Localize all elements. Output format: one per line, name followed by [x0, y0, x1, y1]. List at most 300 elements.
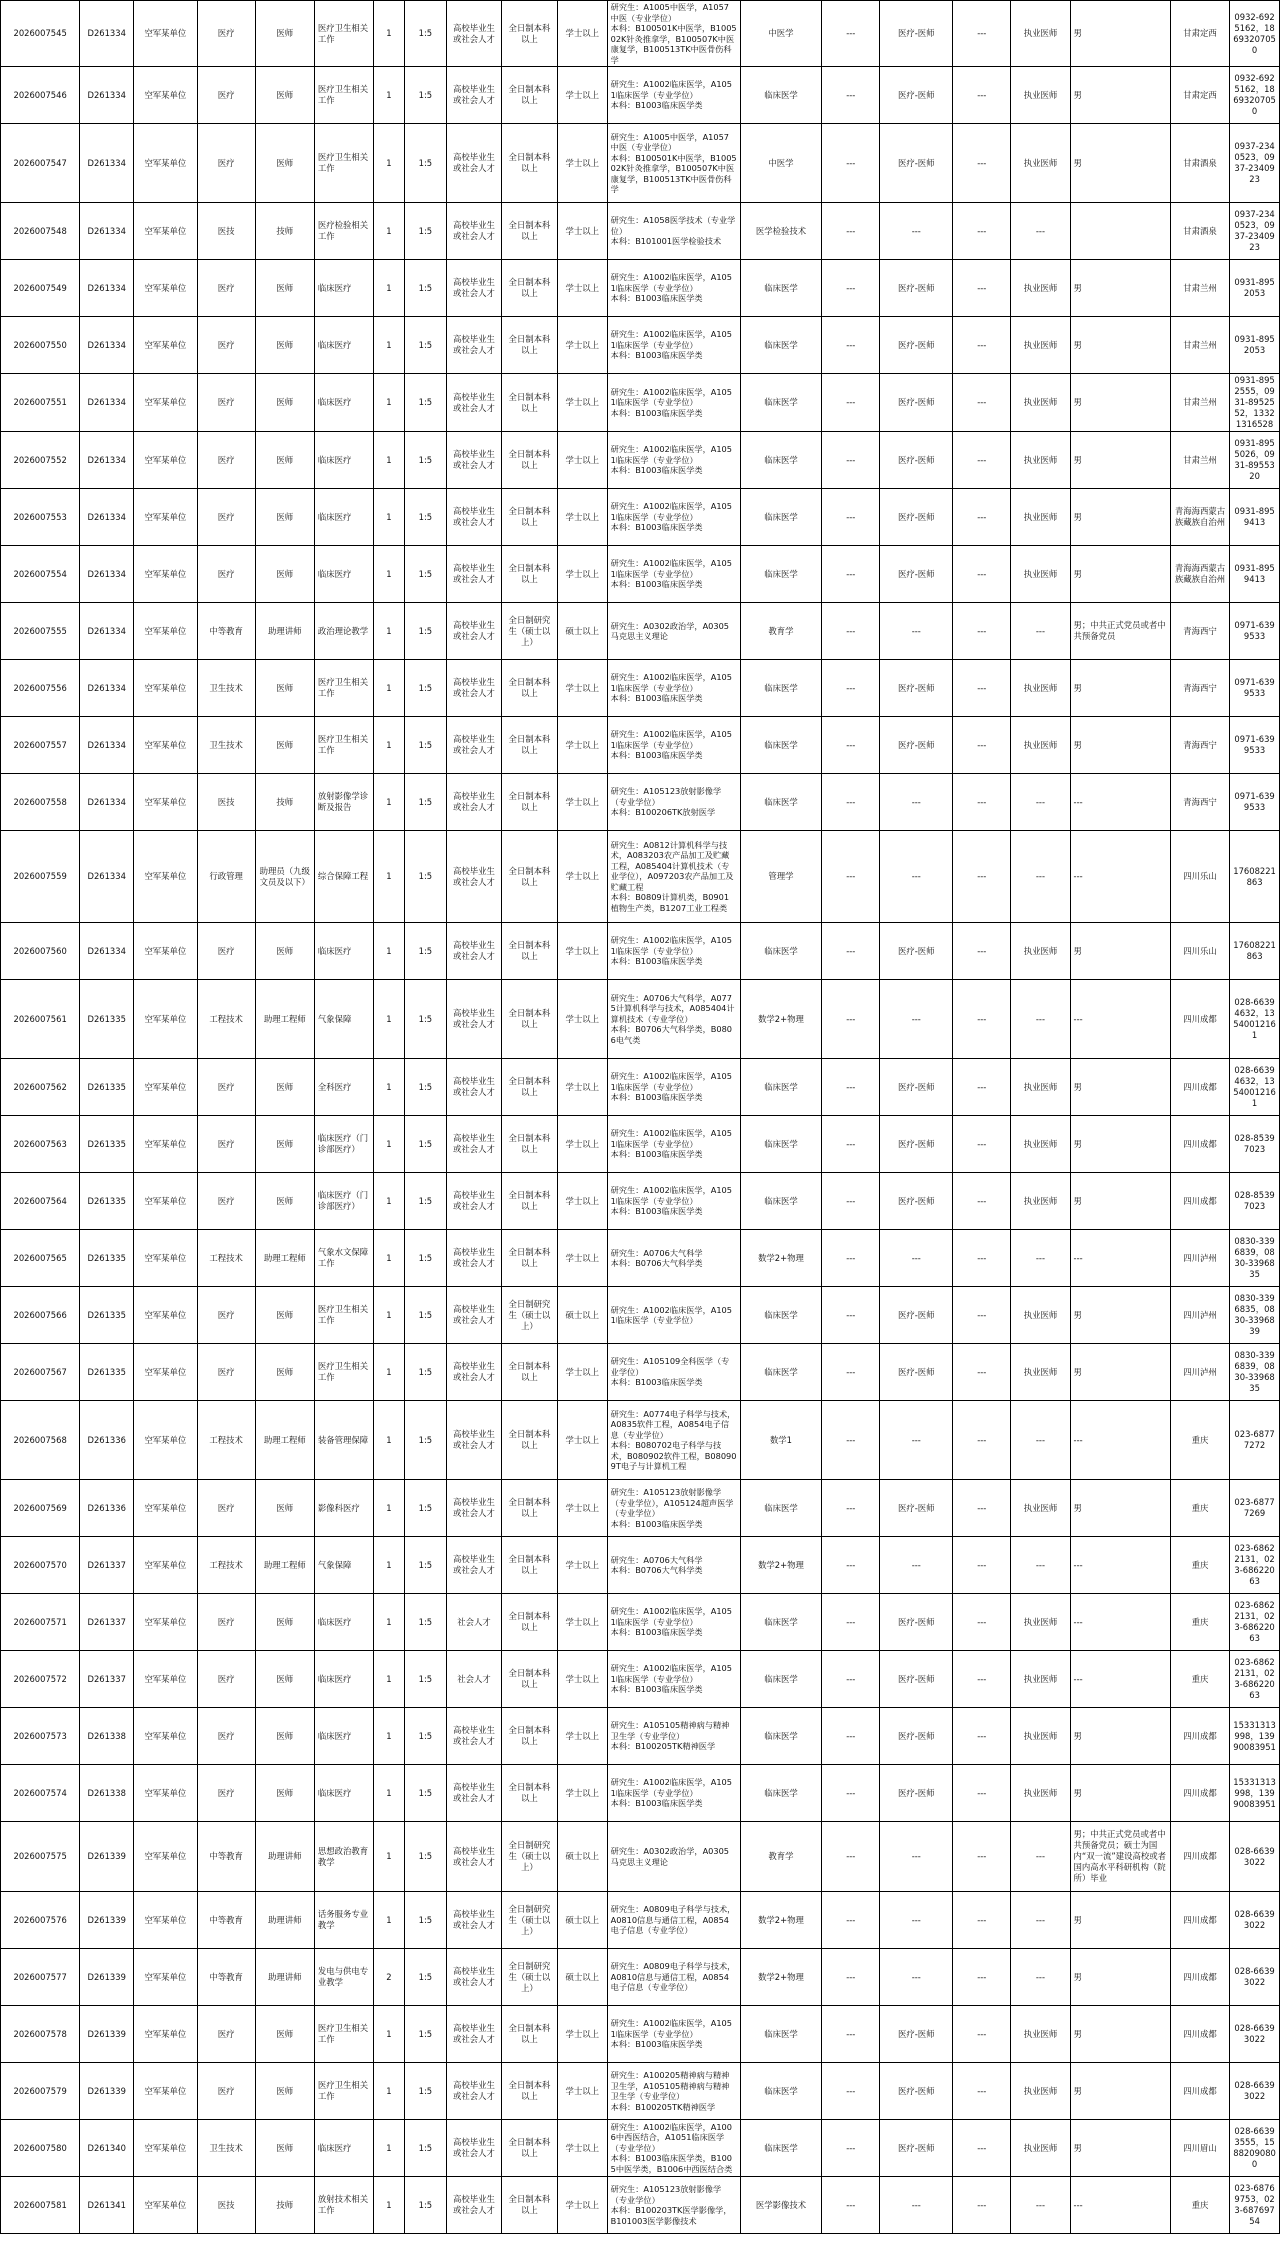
- headcount-cell: 1: [374, 124, 405, 203]
- location-cell: 甘肃酒泉: [1170, 124, 1229, 203]
- major-cell: 研究生：A1002临床医学，A1051临床医学（专业学位） 本科：B1003临床医学类: [607, 489, 740, 546]
- location-cell: 重庆: [1170, 1537, 1229, 1594]
- post-name-cell: 医师: [255, 2120, 314, 2177]
- education-cell: 全日制本科以上: [501, 1, 557, 67]
- extra-cell: ---: [822, 203, 880, 260]
- degree-cell: 硕士以上: [557, 1287, 607, 1344]
- extra-cell: ---: [953, 374, 1011, 432]
- table-row: [1, 67, 1280, 124]
- table-row: [1, 1822, 1280, 1892]
- exam-subject-cell: 临床医学: [740, 260, 821, 317]
- extra-cell: ---: [953, 1765, 1011, 1822]
- education-cell: 全日制研究生（硕士以上）: [501, 1892, 557, 1949]
- extra-cell: ---: [953, 1594, 1011, 1651]
- unit-name-cell: 空军某单位: [134, 1480, 197, 1537]
- post-id-cell: 2026007579: [1, 2063, 80, 2120]
- post-id-cell: 2026007556: [1, 660, 80, 717]
- extra-cell: ---: [953, 1480, 1011, 1537]
- post-name-cell: 医师: [255, 2006, 314, 2063]
- qualification-cell: 医疗-医师: [880, 2120, 953, 2177]
- table-row: [1, 2177, 1280, 2234]
- post-name-cell: 医师: [255, 1765, 314, 1822]
- education-cell: 全日制本科以上: [501, 374, 557, 432]
- post-name-cell: 助理工程师: [255, 1401, 314, 1480]
- work-content-cell: 临床医疗: [314, 1708, 373, 1765]
- post-name-cell: 医师: [255, 1651, 314, 1708]
- headcount-cell: 1: [374, 603, 405, 660]
- category-cell: 医疗: [197, 2006, 255, 2063]
- phone-cell: 0971-6399533: [1230, 717, 1280, 774]
- other-requirements-cell: 男: [1070, 1287, 1170, 1344]
- degree-cell: 学士以上: [557, 67, 607, 124]
- unit-code-cell: D261334: [80, 317, 134, 374]
- certificate-cell: 执业医师: [1011, 2006, 1070, 2063]
- degree-cell: 学士以上: [557, 1537, 607, 1594]
- extra-cell: ---: [953, 603, 1011, 660]
- certificate-cell: ---: [1011, 1537, 1070, 1594]
- exam-subject-cell: 中医学: [740, 1, 821, 67]
- unit-code-cell: D261336: [80, 1480, 134, 1537]
- headcount-cell: 1: [374, 260, 405, 317]
- degree-cell: 硕士以上: [557, 1822, 607, 1892]
- unit-code-cell: D261336: [80, 1401, 134, 1480]
- degree-cell: 学士以上: [557, 1059, 607, 1116]
- extra-cell: ---: [953, 1230, 1011, 1287]
- work-content-cell: 政治理论教学: [314, 603, 373, 660]
- qualification-cell: 医疗-医师: [880, 1480, 953, 1537]
- ratio-cell: 1:5: [404, 1287, 446, 1344]
- degree-cell: 学士以上: [557, 317, 607, 374]
- location-cell: 青海西宁: [1170, 774, 1229, 831]
- work-content-cell: 临床医疗: [314, 260, 373, 317]
- table-row: [1, 1230, 1280, 1287]
- location-cell: 重庆: [1170, 1480, 1229, 1537]
- unit-code-cell: D261337: [80, 1651, 134, 1708]
- post-id-cell: 2026007557: [1, 717, 80, 774]
- headcount-cell: 2: [374, 1949, 405, 2006]
- degree-cell: 学士以上: [557, 1, 607, 67]
- source-cell: 高校毕业生或社会人才: [446, 2006, 501, 2063]
- phone-cell: 17608221863: [1230, 831, 1280, 923]
- major-cell: 研究生：A1002临床医学，A1006中西医结合，A1051临床医学（专业学位） 本科：B1003临床医学类，B1005中医学类，B1006中西医结合类: [607, 2120, 740, 2177]
- qualification-cell: 医疗-医师: [880, 1594, 953, 1651]
- education-cell: 全日制本科以上: [501, 1401, 557, 1480]
- work-content-cell: 临床医疗: [314, 1594, 373, 1651]
- extra-cell: ---: [953, 1537, 1011, 1594]
- category-cell: 医技: [197, 203, 255, 260]
- source-cell: 高校毕业生或社会人才: [446, 1892, 501, 1949]
- degree-cell: 学士以上: [557, 980, 607, 1059]
- certificate-cell: 执业医师: [1011, 1708, 1070, 1765]
- certificate-cell: ---: [1011, 831, 1070, 923]
- unit-code-cell: D261339: [80, 2063, 134, 2120]
- category-cell: 医疗: [197, 1594, 255, 1651]
- phone-cell: 0931-8955026，0931-8955320: [1230, 432, 1280, 489]
- work-content-cell: 综合保障工程: [314, 831, 373, 923]
- location-cell: 青海西宁: [1170, 603, 1229, 660]
- major-cell: 研究生：A1002临床医学，A1051临床医学（专业学位） 本科：B1003临床医学类: [607, 717, 740, 774]
- unit-name-cell: 空军某单位: [134, 1651, 197, 1708]
- extra-cell: ---: [822, 546, 880, 603]
- category-cell: 医疗: [197, 2063, 255, 2120]
- other-requirements-cell: 男: [1070, 2120, 1170, 2177]
- extra-cell: ---: [953, 980, 1011, 1059]
- table-row: [1, 1287, 1280, 1344]
- major-cell: 研究生：A105123放射影像学（专业学位） 本科：B100206TK放射医学: [607, 774, 740, 831]
- category-cell: 医疗: [197, 1344, 255, 1401]
- ratio-cell: 1:5: [404, 1537, 446, 1594]
- qualification-cell: ---: [880, 1230, 953, 1287]
- phone-cell: 023-68769753，023-68769754: [1230, 2177, 1280, 2234]
- table-row: [1, 603, 1280, 660]
- source-cell: 高校毕业生或社会人才: [446, 1344, 501, 1401]
- headcount-cell: 1: [374, 1651, 405, 1708]
- location-cell: 四川泸州: [1170, 1344, 1229, 1401]
- category-cell: 行政管理: [197, 831, 255, 923]
- source-cell: 高校毕业生或社会人才: [446, 546, 501, 603]
- extra-cell: ---: [822, 2177, 880, 2234]
- education-cell: 全日制本科以上: [501, 1173, 557, 1230]
- exam-subject-cell: 临床医学: [740, 717, 821, 774]
- unit-code-cell: D261334: [80, 260, 134, 317]
- source-cell: 高校毕业生或社会人才: [446, 923, 501, 980]
- other-requirements-cell: 男: [1070, 1344, 1170, 1401]
- education-cell: 全日制本科以上: [501, 1344, 557, 1401]
- phone-cell: 0931-8952053: [1230, 317, 1280, 374]
- other-requirements-cell: 男: [1070, 1708, 1170, 1765]
- phone-cell: 0937-2340523，0937-2340923: [1230, 124, 1280, 203]
- education-cell: 全日制本科以上: [501, 980, 557, 1059]
- other-requirements-cell: 男: [1070, 660, 1170, 717]
- degree-cell: 学士以上: [557, 1401, 607, 1480]
- headcount-cell: 1: [374, 489, 405, 546]
- qualification-cell: ---: [880, 2177, 953, 2234]
- education-cell: 全日制本科以上: [501, 717, 557, 774]
- location-cell: 四川成都: [1170, 1173, 1229, 1230]
- education-cell: 全日制本科以上: [501, 317, 557, 374]
- post-id-cell: 2026007550: [1, 317, 80, 374]
- post-name-cell: 医师: [255, 432, 314, 489]
- extra-cell: ---: [953, 774, 1011, 831]
- post-id-cell: 2026007569: [1, 1480, 80, 1537]
- source-cell: 高校毕业生或社会人才: [446, 831, 501, 923]
- certificate-cell: 执业医师: [1011, 67, 1070, 124]
- table-row: [1, 317, 1280, 374]
- location-cell: 重庆: [1170, 1401, 1229, 1480]
- qualification-cell: 医疗-医师: [880, 124, 953, 203]
- certificate-cell: ---: [1011, 1230, 1070, 1287]
- headcount-cell: 1: [374, 67, 405, 124]
- unit-code-cell: D261334: [80, 717, 134, 774]
- table-row: [1, 2120, 1280, 2177]
- degree-cell: 学士以上: [557, 2120, 607, 2177]
- location-cell: 重庆: [1170, 1651, 1229, 1708]
- ratio-cell: 1:5: [404, 2006, 446, 2063]
- certificate-cell: ---: [1011, 1949, 1070, 2006]
- source-cell: 高校毕业生或社会人才: [446, 774, 501, 831]
- location-cell: 青海海西蒙古族藏族自治州: [1170, 546, 1229, 603]
- work-content-cell: 临床医疗: [314, 317, 373, 374]
- education-cell: 全日制本科以上: [501, 1059, 557, 1116]
- phone-cell: 0931-8952053: [1230, 260, 1280, 317]
- unit-name-cell: 空军某单位: [134, 1708, 197, 1765]
- qualification-cell: 医疗-医师: [880, 546, 953, 603]
- work-content-cell: 装备管理保障: [314, 1401, 373, 1480]
- other-requirements-cell: 男: [1070, 1059, 1170, 1116]
- degree-cell: 学士以上: [557, 374, 607, 432]
- unit-name-cell: 空军某单位: [134, 67, 197, 124]
- qualification-cell: ---: [880, 774, 953, 831]
- exam-subject-cell: 管理学: [740, 831, 821, 923]
- major-cell: 研究生：A1002临床医学，A1051临床医学（专业学位） 本科：B1003临床医学类: [607, 432, 740, 489]
- education-cell: 全日制本科以上: [501, 2120, 557, 2177]
- category-cell: 医疗: [197, 1173, 255, 1230]
- headcount-cell: 1: [374, 980, 405, 1059]
- exam-subject-cell: 临床医学: [740, 1708, 821, 1765]
- extra-cell: ---: [953, 1822, 1011, 1892]
- unit-code-cell: D261335: [80, 980, 134, 1059]
- exam-subject-cell: 数学1: [740, 1401, 821, 1480]
- qualification-cell: ---: [880, 980, 953, 1059]
- extra-cell: ---: [822, 124, 880, 203]
- extra-cell: ---: [822, 432, 880, 489]
- table-row: [1, 374, 1280, 432]
- extra-cell: ---: [822, 67, 880, 124]
- exam-subject-cell: 医学影像技术: [740, 2177, 821, 2234]
- location-cell: 四川成都: [1170, 1949, 1229, 2006]
- extra-cell: ---: [822, 660, 880, 717]
- qualification-cell: 医疗-医师: [880, 67, 953, 124]
- headcount-cell: 1: [374, 717, 405, 774]
- unit-name-cell: 空军某单位: [134, 1401, 197, 1480]
- source-cell: 高校毕业生或社会人才: [446, 660, 501, 717]
- phone-cell: 028-66394632，13540012161: [1230, 1059, 1280, 1116]
- work-content-cell: 医疗检验相关工作: [314, 203, 373, 260]
- certificate-cell: ---: [1011, 203, 1070, 260]
- ratio-cell: 1:5: [404, 1480, 446, 1537]
- source-cell: 高校毕业生或社会人才: [446, 1, 501, 67]
- extra-cell: ---: [953, 1059, 1011, 1116]
- post-name-cell: 医师: [255, 67, 314, 124]
- work-content-cell: 思想政治教育教学: [314, 1822, 373, 1892]
- post-id-cell: 2026007546: [1, 67, 80, 124]
- phone-cell: 17608221863: [1230, 923, 1280, 980]
- category-cell: 医疗: [197, 432, 255, 489]
- source-cell: 高校毕业生或社会人才: [446, 1480, 501, 1537]
- category-cell: 卫生技术: [197, 660, 255, 717]
- source-cell: 高校毕业生或社会人才: [446, 2120, 501, 2177]
- unit-name-cell: 空军某单位: [134, 923, 197, 980]
- phone-cell: 0931-8959413: [1230, 489, 1280, 546]
- other-requirements-cell: 男: [1070, 67, 1170, 124]
- extra-cell: ---: [822, 1651, 880, 1708]
- extra-cell: ---: [822, 317, 880, 374]
- table-row: [1, 1651, 1280, 1708]
- exam-subject-cell: 中医学: [740, 124, 821, 203]
- table-row: [1, 717, 1280, 774]
- other-requirements-cell: 男: [1070, 2006, 1170, 2063]
- certificate-cell: ---: [1011, 774, 1070, 831]
- table-row: [1, 1892, 1280, 1949]
- post-id-cell: 2026007581: [1, 2177, 80, 2234]
- source-cell: 高校毕业生或社会人才: [446, 1401, 501, 1480]
- phone-cell: 023-68622131，023-68622063: [1230, 1651, 1280, 1708]
- post-name-cell: 助理讲师: [255, 1949, 314, 2006]
- unit-code-cell: D261339: [80, 2006, 134, 2063]
- exam-subject-cell: 数学2+物理: [740, 1230, 821, 1287]
- other-requirements-cell: 男: [1070, 2063, 1170, 2120]
- education-cell: 全日制本科以上: [501, 1116, 557, 1173]
- exam-subject-cell: 临床医学: [740, 1765, 821, 1822]
- post-id-cell: 2026007560: [1, 923, 80, 980]
- post-id-cell: 2026007563: [1, 1116, 80, 1173]
- phone-cell: 15331313998，13990083951: [1230, 1708, 1280, 1765]
- table-row: [1, 1401, 1280, 1480]
- location-cell: 四川成都: [1170, 980, 1229, 1059]
- qualification-cell: 医疗-医师: [880, 1287, 953, 1344]
- unit-code-cell: D261334: [80, 603, 134, 660]
- ratio-cell: 1:5: [404, 124, 446, 203]
- education-cell: 全日制本科以上: [501, 1765, 557, 1822]
- education-cell: 全日制本科以上: [501, 432, 557, 489]
- post-name-cell: 医师: [255, 546, 314, 603]
- unit-code-cell: D261340: [80, 2120, 134, 2177]
- other-requirements-cell: 男: [1070, 546, 1170, 603]
- exam-subject-cell: 临床医学: [740, 489, 821, 546]
- table-row: [1, 660, 1280, 717]
- headcount-cell: 1: [374, 317, 405, 374]
- exam-subject-cell: 临床医学: [740, 660, 821, 717]
- certificate-cell: ---: [1011, 1401, 1070, 1480]
- category-cell: 医疗: [197, 124, 255, 203]
- qualification-cell: ---: [880, 831, 953, 923]
- phone-cell: 028-85397023: [1230, 1116, 1280, 1173]
- unit-code-cell: D261334: [80, 432, 134, 489]
- category-cell: 医技: [197, 2177, 255, 2234]
- exam-subject-cell: 临床医学: [740, 374, 821, 432]
- degree-cell: 学士以上: [557, 546, 607, 603]
- major-cell: 研究生：A1002临床医学，A1051临床医学（专业学位） 本科：B1003临床医学类: [607, 660, 740, 717]
- certificate-cell: 执业医师: [1011, 124, 1070, 203]
- extra-cell: ---: [822, 1344, 880, 1401]
- post-id-cell: 2026007566: [1, 1287, 80, 1344]
- post-name-cell: 医师: [255, 124, 314, 203]
- unit-name-cell: 空军某单位: [134, 1116, 197, 1173]
- degree-cell: 学士以上: [557, 774, 607, 831]
- major-cell: 研究生：A1002临床医学，A1051临床医学（专业学位） 本科：B1003临床医学类: [607, 1173, 740, 1230]
- phone-cell: 0971-6399533: [1230, 774, 1280, 831]
- extra-cell: ---: [953, 1116, 1011, 1173]
- unit-code-cell: D261339: [80, 1949, 134, 2006]
- major-cell: 研究生：A0809电子科学与技术，A0810信息与通信工程，A0854电子信息（专业学位）: [607, 1892, 740, 1949]
- post-name-cell: 技师: [255, 203, 314, 260]
- table-body: [1, 1, 1280, 2234]
- headcount-cell: 1: [374, 1287, 405, 1344]
- location-cell: 青海西宁: [1170, 660, 1229, 717]
- location-cell: 甘肃兰州: [1170, 260, 1229, 317]
- post-id-cell: 2026007568: [1, 1401, 80, 1480]
- headcount-cell: 1: [374, 432, 405, 489]
- unit-code-cell: D261335: [80, 1173, 134, 1230]
- major-cell: 研究生：A105123放射影像学（专业学位），A105124超声医学（专业学位） 本科：B1003临床医学类: [607, 1480, 740, 1537]
- certificate-cell: ---: [1011, 980, 1070, 1059]
- ratio-cell: 1:5: [404, 1173, 446, 1230]
- other-requirements-cell: 男: [1070, 374, 1170, 432]
- qualification-cell: 医疗-医师: [880, 489, 953, 546]
- post-name-cell: 助理讲师: [255, 1892, 314, 1949]
- unit-name-cell: 空军某单位: [134, 1537, 197, 1594]
- category-cell: 医疗: [197, 1116, 255, 1173]
- qualification-cell: ---: [880, 1892, 953, 1949]
- post-name-cell: 医师: [255, 317, 314, 374]
- certificate-cell: 执业医师: [1011, 2120, 1070, 2177]
- post-id-cell: 2026007547: [1, 124, 80, 203]
- location-cell: 四川泸州: [1170, 1287, 1229, 1344]
- exam-subject-cell: 临床医学: [740, 317, 821, 374]
- qualification-cell: ---: [880, 1537, 953, 1594]
- post-id-cell: 2026007548: [1, 203, 80, 260]
- major-cell: 研究生：A1005中医学，A1057中医（专业学位） 本科：B100501K中医学，B100502K针灸推拿学，B100507K中医康复学，B100513TK中医骨伤科学: [607, 124, 740, 203]
- education-cell: 全日制研究生（硕士以上）: [501, 1287, 557, 1344]
- extra-cell: ---: [822, 1116, 880, 1173]
- work-content-cell: 医疗卫生相关工作: [314, 717, 373, 774]
- source-cell: 高校毕业生或社会人才: [446, 2177, 501, 2234]
- education-cell: 全日制本科以上: [501, 489, 557, 546]
- exam-subject-cell: 数学2+物理: [740, 980, 821, 1059]
- ratio-cell: 1:5: [404, 1059, 446, 1116]
- phone-cell: 028-66393555，15882090800: [1230, 2120, 1280, 2177]
- table-row: [1, 546, 1280, 603]
- other-requirements-cell: 男: [1070, 923, 1170, 980]
- certificate-cell: 执业医师: [1011, 1480, 1070, 1537]
- exam-subject-cell: 临床医学: [740, 1344, 821, 1401]
- work-content-cell: 医疗卫生相关工作: [314, 2006, 373, 2063]
- extra-cell: ---: [822, 1949, 880, 2006]
- source-cell: 高校毕业生或社会人才: [446, 1173, 501, 1230]
- headcount-cell: 1: [374, 1765, 405, 1822]
- education-cell: 全日制研究生（硕士以上）: [501, 603, 557, 660]
- source-cell: 高校毕业生或社会人才: [446, 1116, 501, 1173]
- post-name-cell: 医师: [255, 260, 314, 317]
- table-row: [1, 980, 1280, 1059]
- work-content-cell: 医疗卫生相关工作: [314, 67, 373, 124]
- other-requirements-cell: ---: [1070, 2177, 1170, 2234]
- certificate-cell: ---: [1011, 2177, 1070, 2234]
- other-requirements-cell: 男: [1070, 1892, 1170, 1949]
- post-name-cell: 助理工程师: [255, 980, 314, 1059]
- unit-code-cell: D261334: [80, 546, 134, 603]
- major-cell: 研究生：A1002临床医学，A1051临床医学（专业学位） 本科：B1003临床医学类: [607, 2006, 740, 2063]
- qualification-cell: 医疗-医师: [880, 374, 953, 432]
- exam-subject-cell: 临床医学: [740, 923, 821, 980]
- extra-cell: ---: [822, 1537, 880, 1594]
- unit-name-cell: 空军某单位: [134, 203, 197, 260]
- education-cell: 全日制研究生（硕士以上）: [501, 1822, 557, 1892]
- headcount-cell: 1: [374, 1344, 405, 1401]
- source-cell: 社会人才: [446, 1651, 501, 1708]
- post-id-cell: 2026007562: [1, 1059, 80, 1116]
- post-name-cell: 助理员（九级文员及以下）: [255, 831, 314, 923]
- ratio-cell: 1:5: [404, 2063, 446, 2120]
- phone-cell: 0937-2340523，0937-2340923: [1230, 203, 1280, 260]
- source-cell: 高校毕业生或社会人才: [446, 1059, 501, 1116]
- unit-code-cell: D261334: [80, 374, 134, 432]
- extra-cell: ---: [953, 1, 1011, 67]
- headcount-cell: 1: [374, 2120, 405, 2177]
- exam-subject-cell: 临床医学: [740, 2063, 821, 2120]
- post-id-cell: 2026007580: [1, 2120, 80, 2177]
- qualification-cell: ---: [880, 203, 953, 260]
